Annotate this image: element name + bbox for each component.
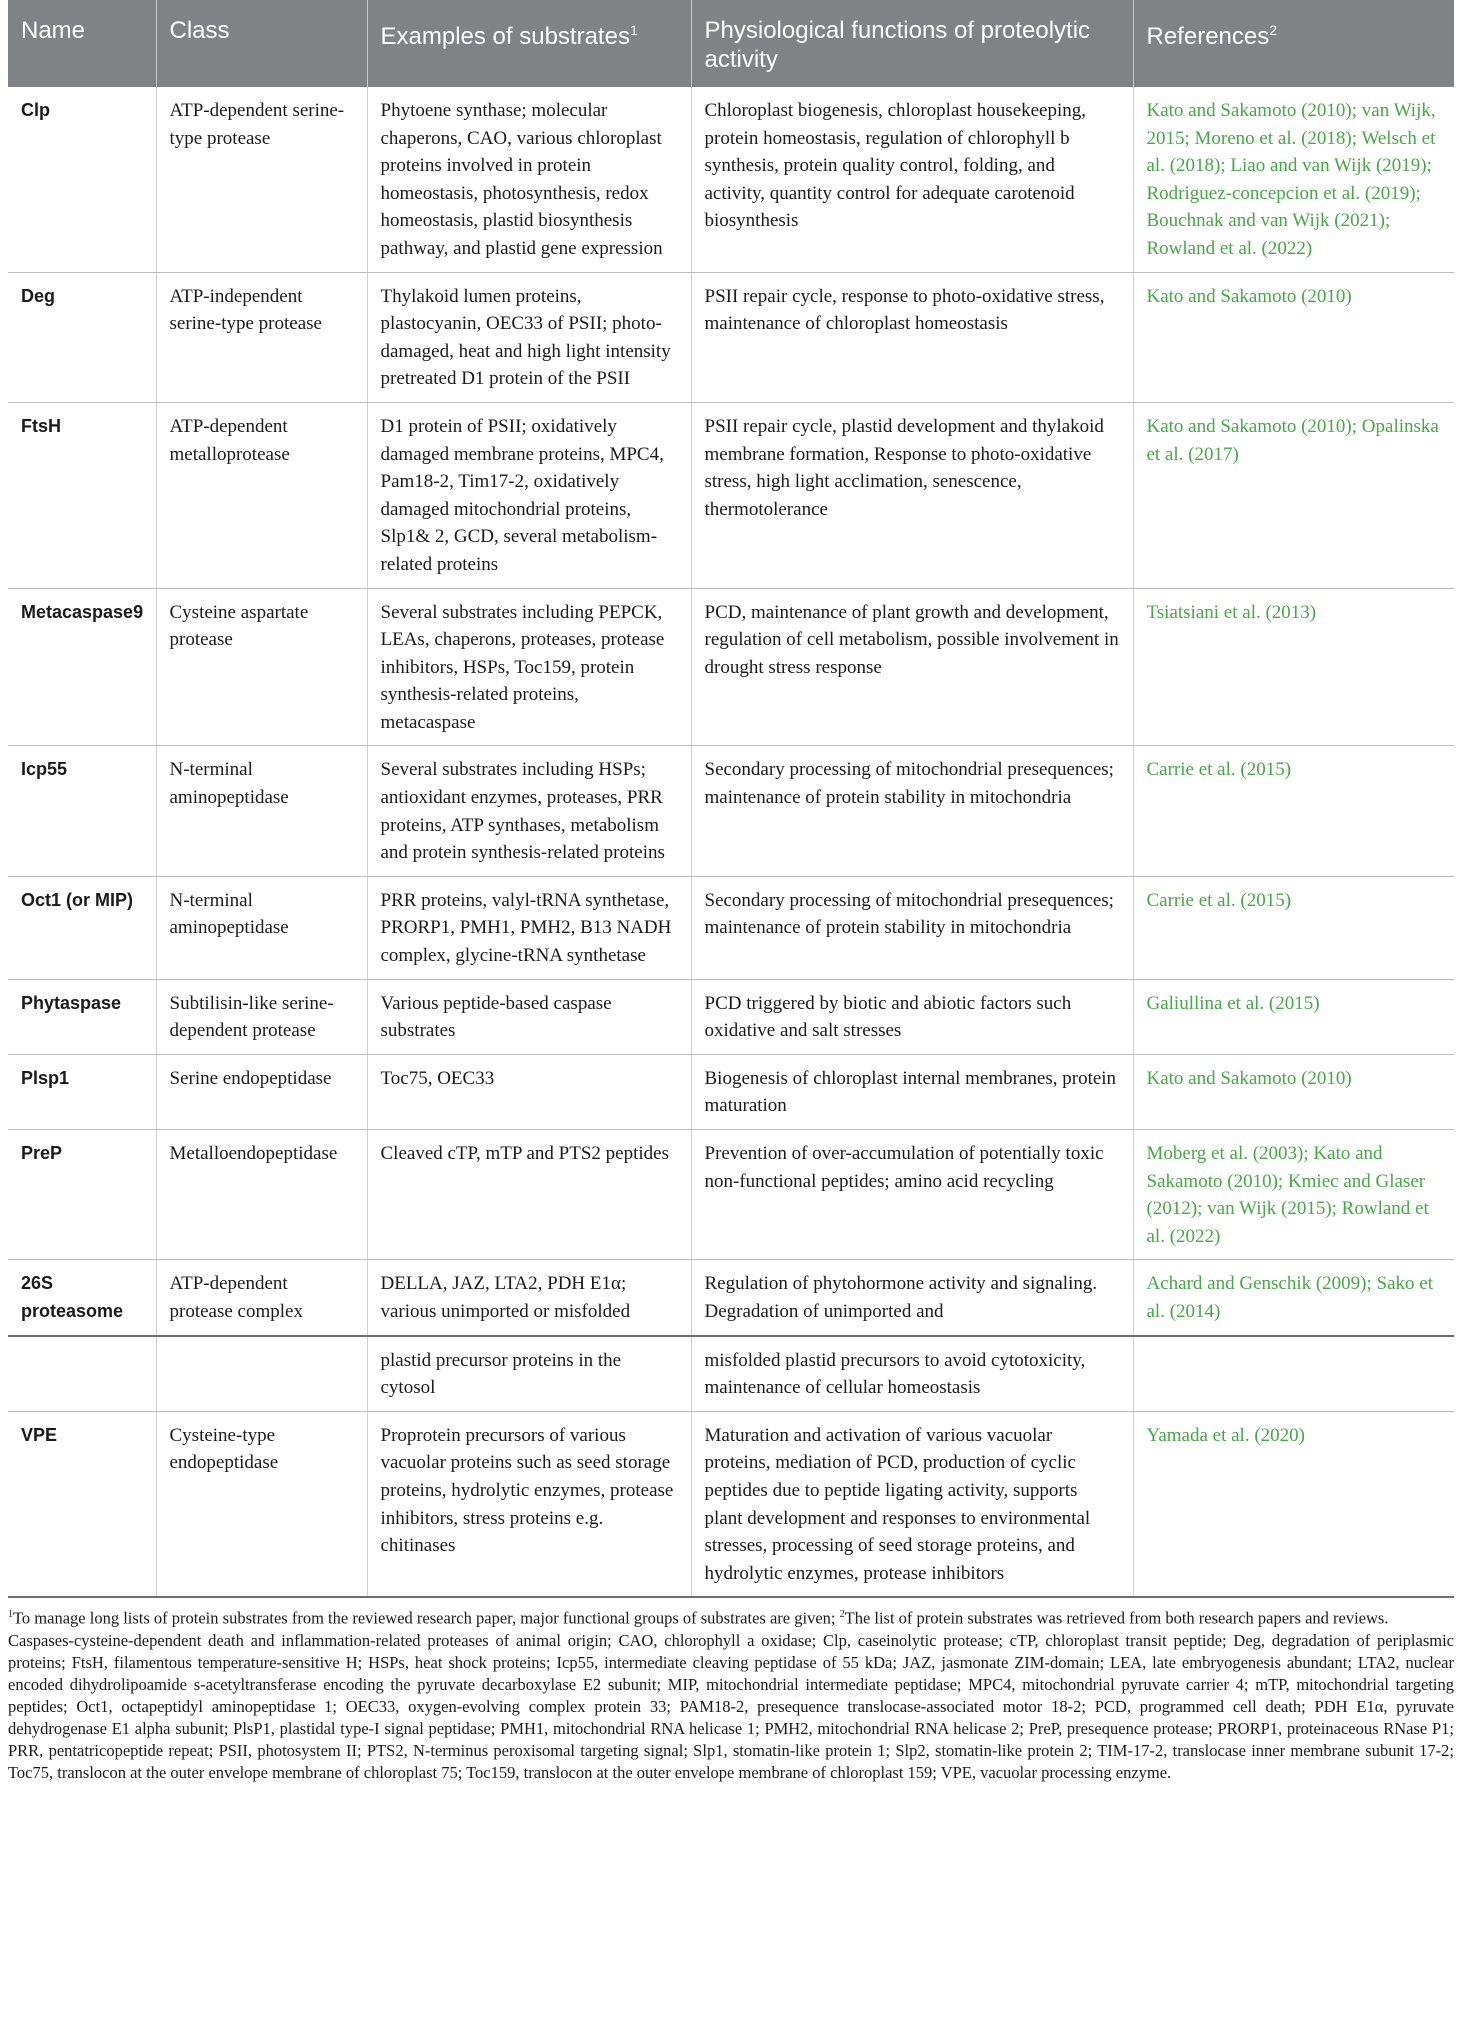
cell-class — [156, 1336, 367, 1412]
cell-class: ATP-dependent protease complex — [156, 1260, 367, 1336]
cell-class: ATP-dependent serine-type protease — [156, 87, 367, 272]
cell-references-link[interactable]: Achard and Genschik (2009); Sako et al. (2014) — [1133, 1260, 1454, 1336]
cell-substrates: PRR proteins, valyl-tRNA synthetase, PRORP1, PMH1, PMH2, B13 NADH complex, glycine-tRNA synthetase — [367, 876, 691, 979]
cell-class: Cysteine-type endopeptidase — [156, 1411, 367, 1597]
cell-substrates: Several substrates including PEPCK, LEAs, chaperons, proteases, protease inhibitors, HSPs, Toc159, protein synthesis-related proteins, metacaspase — [367, 588, 691, 746]
cell-name: VPE — [8, 1411, 156, 1597]
abbreviations-note: Caspases-cysteine-dependent death and inflammation-related proteases of animal origin; CAO, chlorophyll a oxidase; Clp, caseinolytic protease; cTP, chloroplast transit peptide; Deg, degradation of periplasmic proteins; FtsH, filamentous temperature-sensitive H; HSPs, heat shock proteins; Icp55, intermediate cleaving peptidase of 55 kDa; JAZ, jasmonate ZIM-domain; LEA, late embryogenesis abundant; LTA2, nuclear encoded dihydrolipoamide s-acetyltransferase encoding the pyruvate decarboxylase E2 subunit; MIP, mitochondrial intermediate peptidase; MPC4, mitochondrial pyruvate carrier 4; mTP, mitochondrial targeting peptides; Oct1, octapeptidyl aminopeptidase 1; OEC33, oxygen-evolving complex protein 33; PAM18-2, presequence translocase-associated motor 18-2; PCD, programmed cell death; PDH E1α, pyruvate dehydrogenase E1 alpha subunit; PlsP1, plastidal type-I signal peptidase; PMH1, mitochondrial RNA helicase 1; PMH2, mitochondrial RNA helicase 2; PreP, presequence protease; PRORP1, proteinaceous RNase P1; PRR, pentatricopeptide repeat; PSII, photosystem II; PTS2, N-terminus peroxisomal targeting signal; Slp1, stomatin-like protein 1; Slp2, stomatin-like protein 2; TIM-17-2, translocase inner membrane subunit 17-2; Toc75, translocon at the outer envelope membrane of chloroplast 75; Toc159, translocon at the outer envelope membrane of chloroplast 159; VPE, vacuolar processing enzyme. — [8, 1630, 1454, 1782]
table-row-continuation — [8, 1336, 1454, 1412]
cell-references-link[interactable]: Carrie et al. (2015) — [1133, 876, 1454, 979]
cell-functions: Secondary processing of mitochondrial presequences; maintenance of protein stability in mitochondria — [691, 876, 1133, 979]
cell-name: 26S proteasome — [8, 1260, 156, 1336]
cell-functions: PSII repair cycle, response to photo-oxidative stress, maintenance of chloroplast homeostasis — [691, 272, 1133, 402]
cell-class: Serine endopeptidase — [156, 1054, 367, 1129]
cell-name: Metacaspase9 — [8, 588, 156, 746]
header-substrates-footnote-mark: 1 — [629, 22, 638, 38]
cell-name: PreP — [8, 1130, 156, 1260]
cell-class: Subtilisin-like serine-dependent protease — [156, 979, 367, 1054]
table-header — [8, 0, 1454, 87]
table-container — [8, 0, 1454, 1784]
cell-functions: Chloroplast biogenesis, chloroplast housekeeping, protein homeostasis, regulation of chlorophyll b synthesis, protein quality control, folding, and activity, quantity control for adequate carotenoid biosynthesis — [691, 87, 1133, 272]
header-functions: Physiological functions of proteolytic activity — [691, 0, 1133, 87]
cell-name: Plsp1 — [8, 1054, 156, 1129]
table-row — [8, 272, 1454, 402]
cell-functions: Maturation and activation of various vacuolar proteins, mediation of PCD, production of cyclic peptides due to peptide ligating activity, supports plant development and responses to environmental stresses, processing of seed storage proteins, and hydrolytic enzymes, protease inhibitors — [691, 1411, 1133, 1597]
cell-class: ATP-independent serine-type protease — [156, 272, 367, 402]
header-references: References$^2$ — [1133, 0, 1454, 87]
cell-references-link[interactable]: Tsiatsiani et al. (2013) — [1133, 588, 1454, 746]
cell-references-link[interactable]: Yamada et al. (2020) — [1133, 1411, 1454, 1597]
cell-name: Phytaspase — [8, 979, 156, 1054]
table-row — [8, 1130, 1454, 1260]
table-footnotes — [8, 1604, 1454, 1784]
header-references-footnote-mark: 2 — [1269, 22, 1278, 38]
cell-substrates: Several substrates including HSPs; antioxidant enzymes, proteases, PRR proteins, ATP synthases, metabolism and protein synthesis-related proteins — [367, 746, 691, 876]
cell-name: Clp — [8, 87, 156, 272]
cell-references-link[interactable]: Kato and Sakamoto (2010) — [1133, 1054, 1454, 1129]
header-substrates: Examples of substrates$^1$ — [367, 0, 691, 87]
cell-name: Deg — [8, 272, 156, 402]
cell-functions: Prevention of over-accumulation of potentially toxic non-functional peptides; amino acid recycling — [691, 1130, 1133, 1260]
table-row — [8, 979, 1454, 1054]
cell-functions: PCD, maintenance of plant growth and development, regulation of cell metabolism, possible involvement in drought stress response — [691, 588, 1133, 746]
header-name: Name — [8, 0, 156, 87]
cell-substrates: plastid precursor proteins in the cytosol — [367, 1336, 691, 1412]
cell-functions: PCD triggered by biotic and abiotic factors such oxidative and salt stresses — [691, 979, 1133, 1054]
cell-substrates: Various peptide-based caspase substrates — [367, 979, 691, 1054]
table-row — [8, 746, 1454, 876]
header-class: Class — [156, 0, 367, 87]
cell-substrates: Proprotein precursors of various vacuolar proteins such as seed storage proteins, hydrolytic enzymes, protease inhibitors, stress proteins e.g. chitinases — [367, 1411, 691, 1597]
cell-functions: Biogenesis of chloroplast internal membranes, protein maturation — [691, 1054, 1133, 1129]
table-row — [8, 1054, 1454, 1129]
table-row — [8, 402, 1454, 588]
cell-references-link[interactable]: Carrie et al. (2015) — [1133, 746, 1454, 876]
cell-class: Cysteine aspartate protease — [156, 588, 367, 746]
cell-references-link[interactable]: Kato and Sakamoto (2010) — [1133, 272, 1454, 402]
cell-substrates: DELLA, JAZ, LTA2, PDH E1α; various unimported or misfolded — [367, 1260, 691, 1336]
cell-name: Icp55 — [8, 746, 156, 876]
table-row — [8, 876, 1454, 979]
table-row — [8, 1260, 1454, 1336]
cell-class: ATP-dependent metalloprotease — [156, 402, 367, 588]
footnote-1-2: $^1$To manage long lists of protein substrates from the reviewed research paper, major functional groups of substrates are given; $^2$The list of protein substrates was retrieved from both research papers and reviews. — [8, 1608, 1389, 1628]
cell-references-link[interactable]: Galiullina et al. (2015) — [1133, 979, 1454, 1054]
cell-functions: PSII repair cycle, plastid development and thylakoid membrane formation, Response to photo-oxidative stress, high light acclimation, senescence, thermotolerance — [691, 402, 1133, 588]
cell-substrates: Cleaved cTP, mTP and PTS2 peptides — [367, 1130, 691, 1260]
cell-substrates: Phytoene synthase; molecular chaperons, CAO, various chloroplast proteins involved in protein homeostasis, photosynthesis, redox homeostasis, plastid biosynthesis pathway, and plastid gene expression — [367, 87, 691, 272]
protease-table — [8, 0, 1454, 1598]
cell-name: Oct1 (or MIP) — [8, 876, 156, 979]
cell-references-link[interactable]: Kato and Sakamoto (2010); van Wijk, 2015; Moreno et al. (2018); Welsch et al. (2018); Liao and van Wijk (2019); Rodriguez-concepcion et al. (2019); Bouchnak and van Wijk (2021); Rowland et al. (2022) — [1133, 87, 1454, 272]
cell-class: N-terminal aminopeptidase — [156, 746, 367, 876]
table-row — [8, 588, 1454, 746]
cell-functions: misfolded plastid precursors to avoid cytotoxicity, maintenance of cellular homeostasis — [691, 1336, 1133, 1412]
cell-references-link[interactable]: Kato and Sakamoto (2010); Opalinska et al. (2017) — [1133, 402, 1454, 588]
cell-functions: Secondary processing of mitochondrial presequences; maintenance of protein stability in mitochondria — [691, 746, 1133, 876]
cell-name — [8, 1336, 156, 1412]
table-row — [8, 1411, 1454, 1597]
cell-references-link[interactable]: Moberg et al. (2003); Kato and Sakamoto (2010); Kmiec and Glaser (2012); van Wijk (2015); Rowland et al. (2022) — [1133, 1130, 1454, 1260]
cell-substrates: Toc75, OEC33 — [367, 1054, 691, 1129]
cell-functions: Regulation of phytohormone activity and signaling. Degradation of unimported and — [691, 1260, 1133, 1336]
cell-name: FtsH — [8, 402, 156, 588]
cell-substrates: Thylakoid lumen proteins, plastocyanin, OEC33 of PSII; photo-damaged, heat and high light intensity pretreated D1 protein of the PSII — [367, 272, 691, 402]
cell-class: Metalloendopeptidase — [156, 1130, 367, 1260]
table-row — [8, 87, 1454, 272]
cell-references-link[interactable] — [1133, 1336, 1454, 1412]
cell-class: N-terminal aminopeptidase — [156, 876, 367, 979]
cell-substrates: D1 protein of PSII; oxidatively damaged membrane proteins, MPC4, Pam18-2, Tim17-2, oxidatively damaged mitochondrial proteins, Slp1& 2, GCD, several metabolism-related proteins — [367, 402, 691, 588]
